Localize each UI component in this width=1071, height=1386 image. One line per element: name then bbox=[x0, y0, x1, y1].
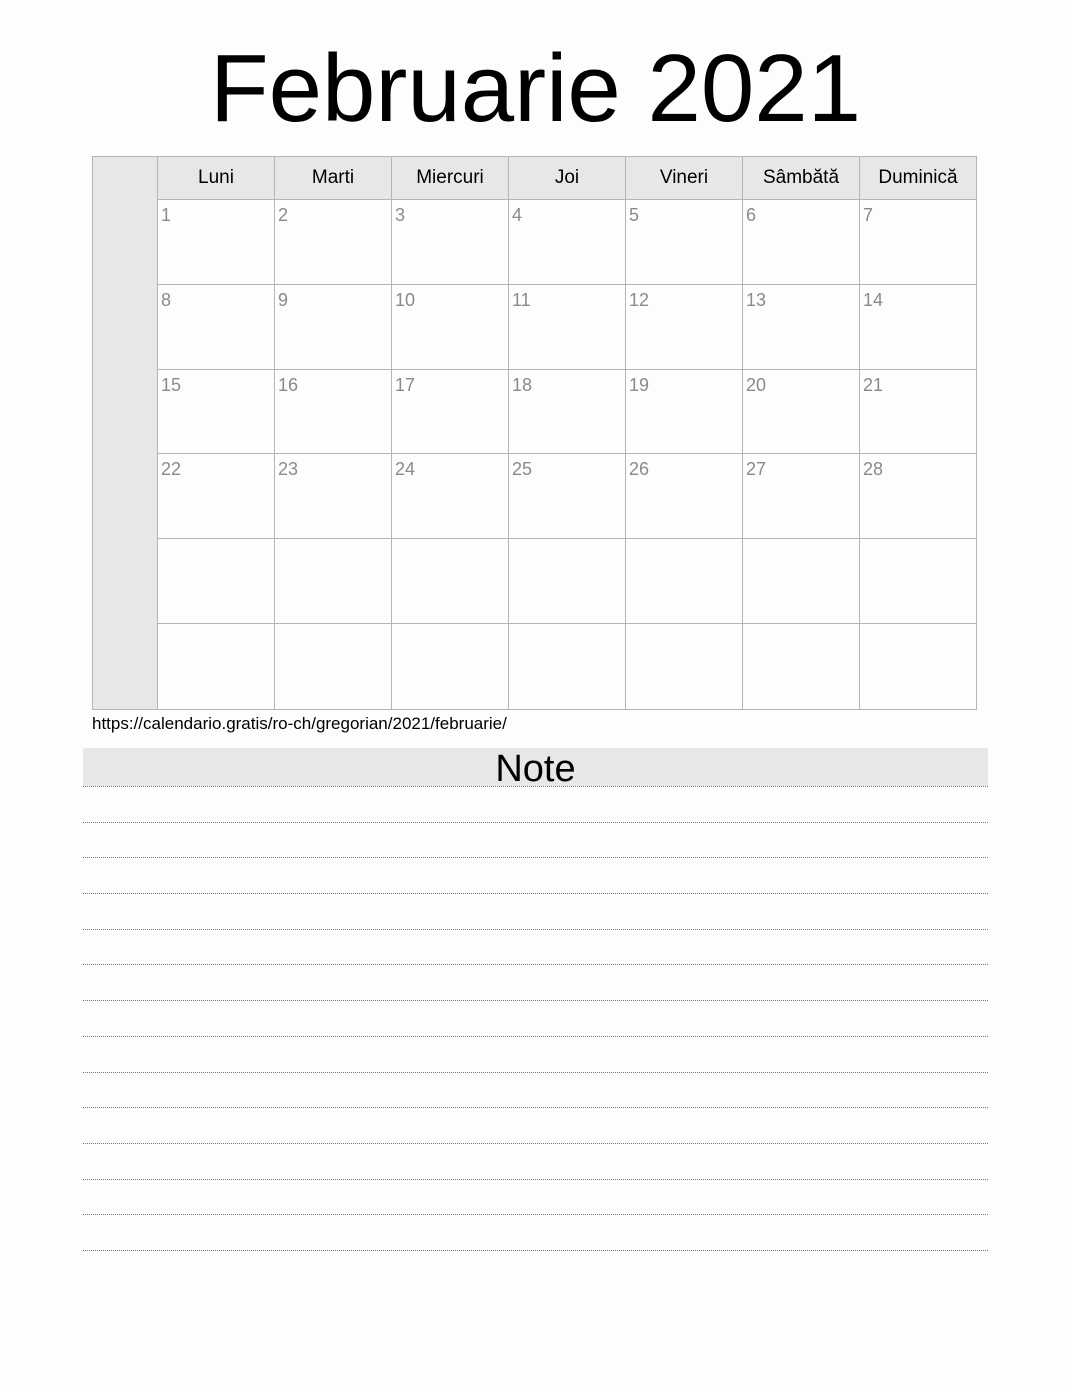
day-cell: 9 bbox=[275, 285, 392, 369]
note-line[interactable] bbox=[83, 857, 988, 893]
note-line[interactable] bbox=[83, 1179, 988, 1215]
note-line[interactable] bbox=[83, 1036, 988, 1072]
day-cell bbox=[626, 624, 743, 709]
day-cell: 19 bbox=[626, 370, 743, 454]
day-cell: 13 bbox=[743, 285, 860, 369]
note-line[interactable] bbox=[83, 1250, 988, 1286]
day-cell bbox=[860, 624, 976, 709]
weekday-header-saturday: Sâmbătă bbox=[743, 157, 860, 199]
note-line[interactable] bbox=[83, 929, 988, 965]
calendar-body bbox=[158, 157, 976, 709]
day-cell: 4 bbox=[509, 200, 626, 284]
weekday-header-thursday: Joi bbox=[509, 157, 626, 199]
note-line[interactable] bbox=[83, 1107, 988, 1143]
week-row-2 bbox=[158, 285, 976, 370]
note-line[interactable] bbox=[83, 786, 988, 822]
day-cell: 16 bbox=[275, 370, 392, 454]
note-line[interactable] bbox=[83, 1143, 988, 1179]
day-cell bbox=[275, 539, 392, 623]
note-line[interactable] bbox=[83, 893, 988, 929]
day-cell bbox=[743, 539, 860, 623]
day-cell: 3 bbox=[392, 200, 509, 284]
month-calendar-grid bbox=[92, 156, 977, 710]
page-title: Februarie 2021 bbox=[209, 35, 862, 142]
day-cell: 7 bbox=[863, 204, 874, 225]
day-cell bbox=[509, 539, 626, 623]
day-cell: 6 bbox=[743, 200, 860, 284]
note-line[interactable] bbox=[83, 1000, 988, 1036]
day-cell bbox=[509, 624, 626, 709]
day-cell bbox=[392, 539, 509, 623]
day-cell bbox=[743, 624, 860, 709]
day-cell: 24 bbox=[392, 454, 509, 538]
week-row-1 bbox=[158, 200, 976, 285]
day-cell: 25 bbox=[509, 454, 626, 538]
day-cell: 26 bbox=[626, 454, 743, 538]
day-cell: 20 bbox=[743, 370, 860, 454]
weekday-header-tuesday: Marti bbox=[275, 157, 392, 199]
day-cell: 12 bbox=[626, 285, 743, 369]
day-cell: 2 bbox=[275, 200, 392, 284]
day-cell: 14 bbox=[863, 289, 884, 310]
weekday-header-wednesday: Miercuri bbox=[392, 157, 509, 199]
day-cell: 23 bbox=[275, 454, 392, 538]
note-line[interactable] bbox=[83, 1072, 988, 1108]
day-cell: 28 bbox=[863, 459, 884, 480]
day-cell: 15 bbox=[158, 370, 275, 454]
day-cell: 27 bbox=[743, 454, 860, 538]
day-cell: 21 bbox=[863, 374, 884, 395]
week-number-column bbox=[93, 157, 158, 709]
day-cell: 18 bbox=[509, 370, 626, 454]
day-cell bbox=[860, 539, 976, 623]
week-row-4 bbox=[158, 454, 976, 539]
day-cell: 11 bbox=[509, 285, 626, 369]
day-cell bbox=[158, 624, 275, 709]
day-cell bbox=[275, 624, 392, 709]
weekday-header-sunday: Duminică bbox=[878, 166, 958, 188]
notes-lines bbox=[83, 786, 988, 1286]
weekday-header-monday: Luni bbox=[158, 157, 275, 199]
note-line[interactable] bbox=[83, 822, 988, 858]
weekday-header-friday: Vineri bbox=[626, 157, 743, 199]
week-row-5 bbox=[158, 539, 976, 624]
week-row-3 bbox=[158, 370, 976, 455]
week-row-6 bbox=[158, 624, 976, 709]
day-cell: 8 bbox=[158, 285, 275, 369]
day-cell: 1 bbox=[158, 200, 275, 284]
day-cell: 5 bbox=[626, 200, 743, 284]
weekday-header-row bbox=[158, 157, 976, 200]
notes-heading: Note bbox=[83, 748, 988, 786]
note-line[interactable] bbox=[83, 1214, 988, 1250]
day-cell bbox=[392, 624, 509, 709]
day-cell: 10 bbox=[392, 285, 509, 369]
day-cell: 22 bbox=[158, 454, 275, 538]
day-cell: 17 bbox=[392, 370, 509, 454]
day-cell bbox=[158, 539, 275, 623]
source-url-text: https://calendario.gratis/ro-ch/gregorian/2021/februarie/ bbox=[92, 714, 507, 733]
day-cell bbox=[626, 539, 743, 623]
note-line[interactable] bbox=[83, 964, 988, 1000]
